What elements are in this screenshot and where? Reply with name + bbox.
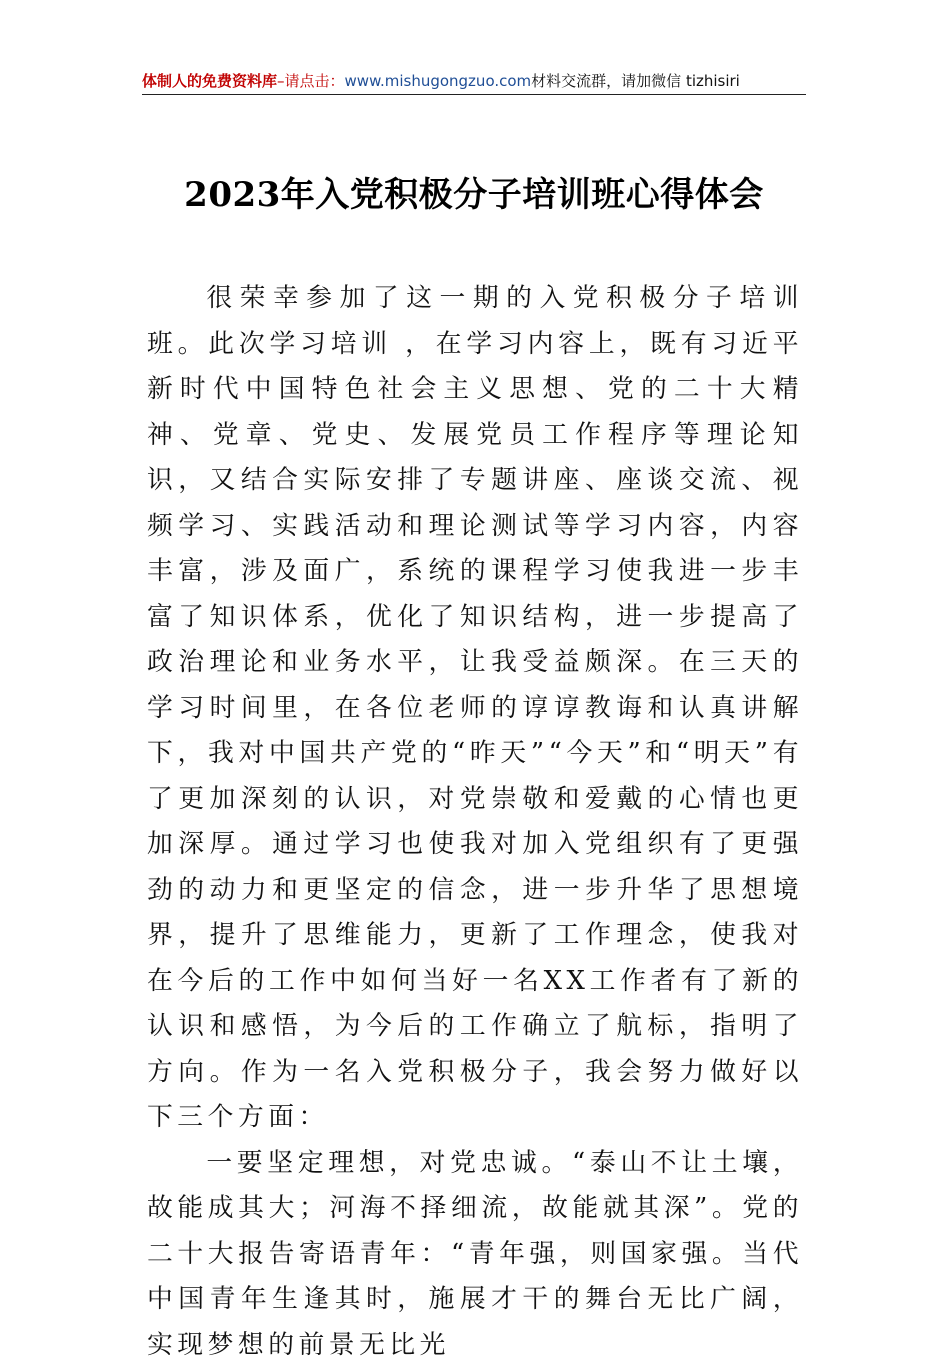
header-brand: 体制人的免费资料库: [142, 68, 277, 94]
page-header: [142, 68, 806, 94]
paragraph-2: 一要坚定理想，对党忠诚。“泰山不让土壤，故能成其大；河海不择细流，故能就其深”。党的二十大报告寄语青年：“青年强，则国家强。当代中国青年生逢其时，施展才干的舞台无比广阔，实现梦想的前景无比光: [147, 1141, 803, 1368]
document-title: 2023年入党积极分子培训班心得体会: [142, 172, 806, 218]
paragraph-1: 很荣幸参加了这一期的入党积极分子培训班。此次学习培训 ，在学习内容上，既有习近平新时代中国特色社会主义思想、党的二十大精神、党章、党史、发展党员工作程序等理论知识，又结合实际安排了专题讲座、座谈交流、视频学习、实践活动和理论测试等学习内容，内容丰富，涉及面广，系统的课程学习使我进一步丰富了知识体系，优化了知识结构，进一步提高了政治理论和业务水平，让我受益颇深。在三天的学习时间里，在各位老师的谆谆教诲和认真讲解下，我对中国共产党的“昨天”“今天”和“明天”有了更加深刻的认识，对党崇敬和爱戴的心情也更加深厚。通过学习也使我对加入党组织有了更强劲的动力和更坚定的信念，进一步升华了思想境界，提升了思维能力，更新了工作理念，使我对在今后的工作中如何当好一名XX工作者有了新的认识和感悟，为今后的工作确立了航标，指明了方向。作为一名入党积极分子，我会努力做好以下三个方面：: [147, 276, 803, 1141]
header-divider: [142, 94, 806, 95]
header-contact: 材料交流群，请加微信 tizhisiri: [531, 68, 740, 94]
document-body: [147, 276, 803, 1368]
header-prompt: –请点击：: [277, 68, 345, 94]
header-link[interactable]: www.mishugongzuo.com: [345, 68, 532, 94]
